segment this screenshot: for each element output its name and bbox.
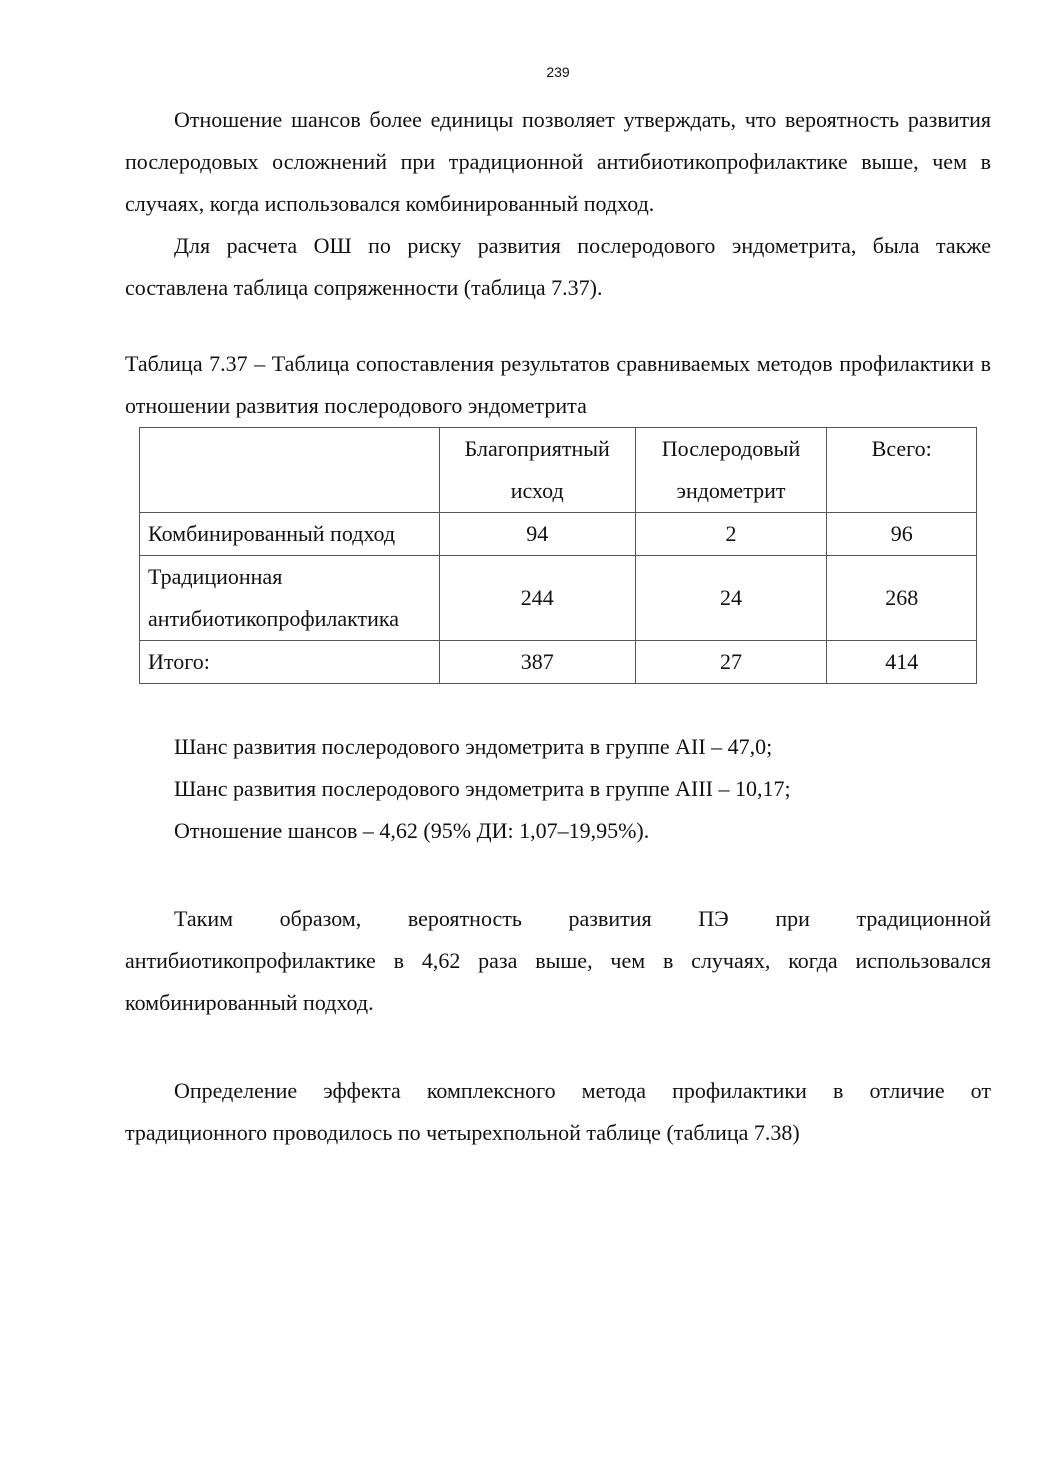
cell-total: 414 [827,641,977,684]
row-label: Комбинированный подход [140,513,440,556]
cell-favorable: 244 [439,556,635,641]
header-total: Всего: [827,428,977,513]
header-empty-cell [140,428,440,513]
paragraph-table-intro: Для расчета ОШ по риску развития послеродового эндометрита, была также составлена таблица сопряженности (таблица 7.37). [125,233,991,300]
header-endometritis-line2: эндометрит [676,478,786,503]
header-endometritis-line1: Послеродовый [661,436,801,461]
table-row [140,556,977,641]
cell-total: 96 [827,513,977,556]
header-favorable-line1: Благоприятный [464,436,610,461]
cell-endometritis: 24 [635,556,827,641]
table-row [140,513,977,556]
row-label [140,556,440,641]
header-endometritis [635,428,827,513]
paragraph-odds-conclusion: Отношение шансов более единицы позволяет утверждать, что вероятность развития послеродовых осложнений при традиционной антибиотикопрофилактике выше, чем в случаях, когда использовался комбинированный подход. [125,107,991,216]
paragraph-pe-conclusion: Таким образом, вероятность развития ПЭ при традиционной антибиотикопрофилактике в 4,62 раза выше, чем в случаях, когда использовался комбинированный подход. [125,906,991,1015]
cell-favorable: 94 [439,513,635,556]
odds-group-aiii: Шанс развития послеродового эндометрита в группе AIII – 10,17; [174,776,791,801]
document-body [125,99,991,1154]
table-header-row [140,428,977,513]
page-number: 239 [546,64,570,80]
cell-total: 268 [827,556,977,641]
cell-endometritis: 2 [635,513,827,556]
row-label: Итого: [140,641,440,684]
odds-ratio-line: Отношение шансов – 4,62 (95% ДИ: 1,07–19,95%). [174,818,650,843]
contingency-table [139,427,977,684]
row-label-line1: Традиционная [148,564,283,589]
table-row [140,641,977,684]
header-favorable-outcome [439,428,635,513]
table-caption: Таблица 7.37 – Таблица сопоставления результатов сравниваемых методов профилактики в отношении развития послеродового эндометрита [125,351,991,418]
odds-group-aii: Шанс развития послеродового эндометрита в группе AII – 47,0; [174,734,773,759]
row-label-line2: антибиотикопрофилактика [148,606,400,631]
paragraph-next-table-intro: Определение эффекта комплексного метода профилактики в отличие от традиционного проводилось по четырехпольной таблице (таблица 7.38) [125,1078,991,1145]
cell-endometritis: 27 [635,641,827,684]
header-favorable-line2: исход [510,478,564,503]
cell-favorable: 387 [439,641,635,684]
